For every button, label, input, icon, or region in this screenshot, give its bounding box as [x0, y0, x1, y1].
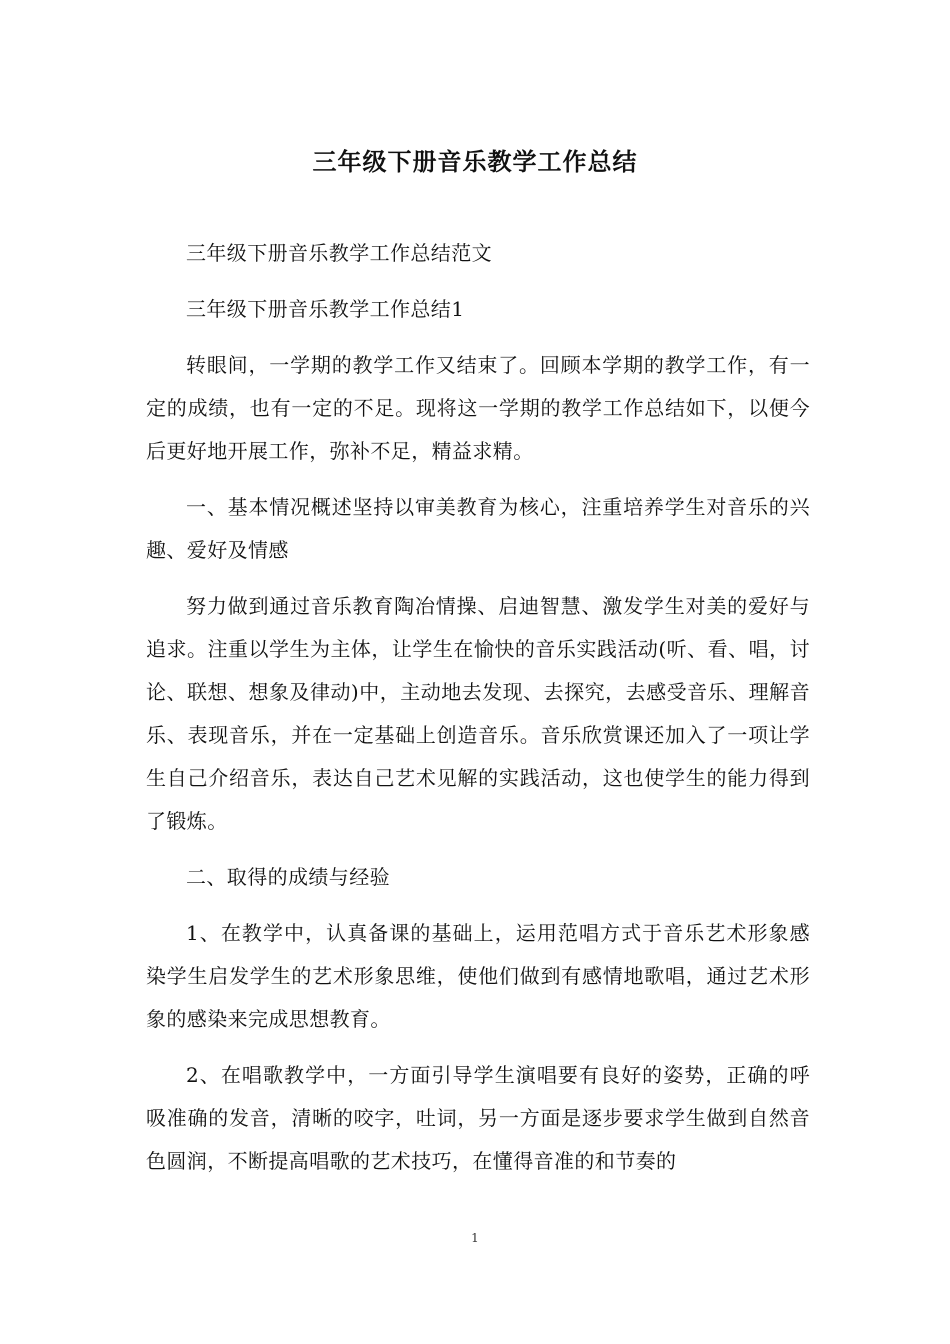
- document-title: 三年级下册音乐教学工作总结: [312, 148, 638, 176]
- paragraph-subtitle: 三年级下册音乐教学工作总结范文: [186, 241, 492, 265]
- paragraph-point-2: 2、在唱歌教学中，一方面引导学生演唱要有良好的姿势，正确的呼吸准确的发音，清晰的咬字，吐词，另一方面是逐步要求学生做到自然音色圆润，不断提高唱歌的艺术技巧，在懂得音准的和节奏的: [146, 1063, 810, 1173]
- paragraph-achievements-heading: 二、取得的成绩与经验: [186, 865, 390, 889]
- document-body: [146, 232, 810, 1196]
- paragraph-basic-overview: 一、基本情况概述坚持以审美教育为核心，注重培养学生对音乐的兴趣、爱好及情感: [146, 495, 810, 562]
- page-number: 1: [471, 1231, 479, 1245]
- paragraph-section-heading: 三年级下册音乐教学工作总结1: [186, 297, 465, 321]
- paragraph-efforts: 努力做到通过音乐教育陶冶情操、启迪智慧、激发学生对美的爱好与追求。注重以学生为主体，让学生在愉快的音乐实践活动(听、看、唱，讨论、联想、想象及律动)中，主动地去发现、去探究，去感受音乐、理解音乐、表现音乐，并在一定基础上创造音乐。音乐欣赏课还加入了一项让学生自己介绍音乐，表达自己艺术见解的实践活动，这也使学生的能力得到了锻炼。: [146, 594, 810, 833]
- paragraph-point-1: 1、在教学中，认真备课的基础上，运用范唱方式于音乐艺术形象感染学生启发学生的艺术形象思维，使他们做到有感情地歌唱，通过艺术形象的感染来完成思想教育。: [146, 921, 810, 1031]
- paragraph-intro: 转眼间，一学期的教学工作又结束了。回顾本学期的教学工作，有一定的成绩，也有一定的不足。现将这一学期的教学工作总结如下，以便今后更好地开展工作，弥补不足，精益求精。: [146, 353, 810, 463]
